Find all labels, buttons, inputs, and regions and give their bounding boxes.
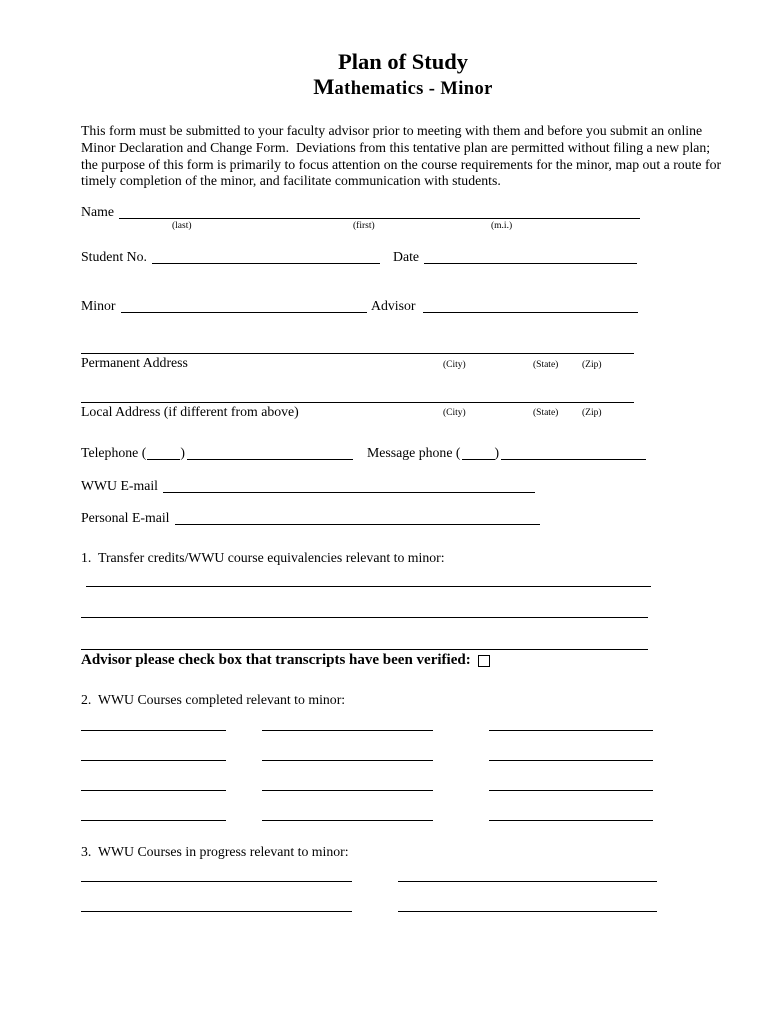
date-label: Date: [393, 249, 420, 264]
name-field[interactable]: [119, 207, 640, 219]
telephone-area-code-field[interactable]: [147, 448, 180, 460]
advisor-row: [371, 298, 638, 314]
telephone-paren-close: ): [180, 445, 185, 460]
name-row: [81, 204, 640, 220]
completed-course-field[interactable]: [81, 779, 226, 791]
personal-email-label: Personal E-mail: [81, 510, 170, 525]
permanent-state-sublabel: (State): [533, 360, 559, 370]
minor-row: [81, 298, 367, 314]
telephone-number-field[interactable]: [187, 448, 353, 460]
completed-course-field[interactable]: [489, 719, 653, 731]
permanent-address-field[interactable]: [81, 342, 634, 354]
local-address-field[interactable]: [81, 391, 634, 403]
local-city-sublabel: (City): [443, 408, 466, 418]
intro-line: the purpose of this form is primarily to focus attention on the course requirements for the minor, map out a route for: [81, 156, 722, 172]
transfer-credit-line[interactable]: [81, 606, 648, 618]
permanent-city-sublabel: (City): [443, 360, 466, 370]
student-number-label: Student No.: [81, 249, 147, 264]
verification-row: [81, 652, 490, 669]
in-progress-course-field[interactable]: [81, 870, 352, 882]
in-progress-course-field[interactable]: [398, 900, 657, 912]
advisor-field[interactable]: [423, 301, 638, 313]
completed-course-field[interactable]: [262, 809, 433, 821]
completed-course-field[interactable]: [81, 749, 226, 761]
intro-line: Minor Declaration and Change Form. Deviations from this tentative plan are permitted without filing a new plan;: [81, 139, 711, 155]
local-state-sublabel: (State): [533, 408, 559, 418]
student-number-field[interactable]: [152, 252, 380, 264]
name-mi-sublabel: (m.i.): [491, 221, 513, 231]
intro-paragraph: [81, 123, 721, 190]
section-1-heading: 1. Transfer credits/WWU course equivalencies relevant to minor:: [81, 550, 445, 565]
local-address-label: Local Address (if different from above): [81, 404, 299, 419]
completed-course-field[interactable]: [489, 749, 653, 761]
local-zip-sublabel: (Zip): [582, 408, 602, 418]
verification-label: Advisor please check box that transcripts have been verified:: [81, 652, 471, 668]
in-progress-course-field[interactable]: [81, 900, 352, 912]
completed-course-field[interactable]: [489, 809, 653, 821]
date-row: [393, 249, 637, 265]
page-subtitle: Mathematics - Minor: [313, 74, 493, 99]
name-first-sublabel: (first): [353, 221, 375, 231]
telephone-row: [81, 445, 353, 461]
completed-course-field[interactable]: [262, 719, 433, 731]
completed-course-field[interactable]: [81, 809, 226, 821]
message-phone-label: Message phone (: [367, 445, 461, 460]
transfer-credit-line[interactable]: [86, 575, 651, 587]
page-title: Plan of Study: [337, 49, 469, 74]
wwu-email-field[interactable]: [163, 481, 535, 493]
student-number-row: [81, 249, 380, 265]
in-progress-course-field[interactable]: [398, 870, 657, 882]
completed-course-field[interactable]: [81, 719, 226, 731]
name-label: Name: [81, 204, 114, 219]
transfer-credit-line[interactable]: [81, 638, 648, 650]
completed-course-field[interactable]: [262, 779, 433, 791]
intro-line: This form must be submitted to your faculty advisor prior to meeting with them and before you submit an online: [81, 123, 703, 138]
completed-course-field[interactable]: [262, 749, 433, 761]
message-phone-row: [367, 445, 646, 461]
minor-label: Minor: [81, 298, 116, 313]
section-3-heading: 3. WWU Courses in progress relevant to minor:: [81, 844, 349, 859]
verification-checkbox[interactable]: [478, 655, 490, 667]
minor-field[interactable]: [121, 301, 368, 313]
personal-email-field[interactable]: [175, 513, 540, 525]
completed-course-field[interactable]: [489, 779, 653, 791]
name-last-sublabel: (last): [172, 221, 192, 231]
permanent-address-label: Permanent Address: [81, 355, 188, 370]
message-phone-number-field[interactable]: [501, 448, 646, 460]
personal-email-row: [81, 510, 540, 526]
advisor-label: Advisor: [371, 298, 416, 313]
section-2-heading: 2. WWU Courses completed relevant to minor:: [81, 692, 346, 707]
date-field[interactable]: [424, 252, 637, 264]
message-phone-paren-close: ): [494, 445, 500, 460]
intro-line: timely completion of the minor, and facilitate communication with students.: [81, 173, 501, 189]
message-phone-area-code-field[interactable]: [462, 448, 495, 460]
wwu-email-row: [81, 478, 535, 494]
telephone-label: Telephone (: [81, 445, 147, 460]
wwu-email-label: WWU E-mail: [81, 478, 159, 493]
permanent-zip-sublabel: (Zip): [582, 360, 602, 370]
